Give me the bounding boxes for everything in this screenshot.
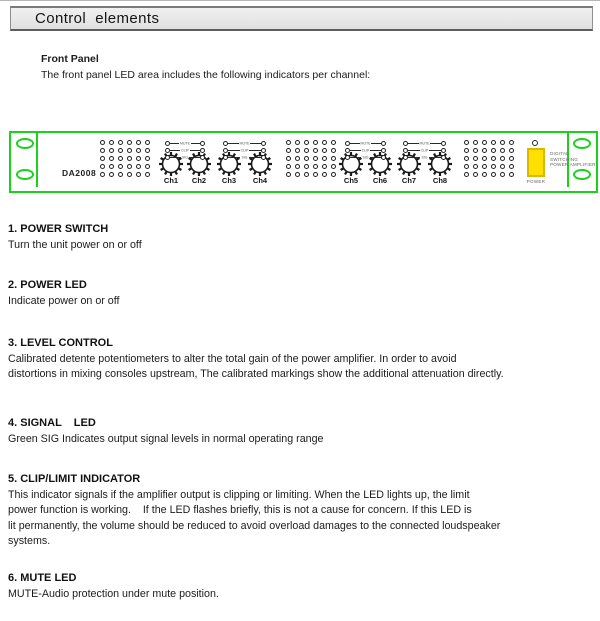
indicator-row-clip (223, 148, 266, 153)
indicator-row-sig (345, 155, 386, 160)
led-dot (313, 148, 318, 153)
led-dot (295, 164, 300, 169)
indicator-label: CLIP (361, 148, 370, 152)
section-title: 5. CLIP/LIMIT INDICATOR (8, 473, 141, 485)
led-dot (286, 148, 291, 153)
led-dot (304, 148, 309, 153)
indicator-line (191, 143, 200, 144)
indicator-line (170, 150, 180, 151)
led-dot (127, 140, 132, 145)
indicator-row-sig (403, 155, 446, 160)
indicator-line (350, 157, 361, 158)
led-dot (509, 148, 514, 153)
indicator-line (170, 157, 181, 158)
section-2 (8, 279, 596, 309)
led-dot (509, 164, 514, 169)
led-dot (482, 164, 487, 169)
led-matrix-middle (286, 140, 336, 177)
indicator-led (200, 155, 205, 160)
brand-text (550, 151, 596, 168)
led-dot (464, 148, 469, 153)
led-dot (118, 172, 123, 177)
led-dot (331, 156, 336, 161)
indicator-led (441, 141, 446, 146)
brand-line-3: POWER AMPLIFIER (550, 162, 596, 168)
indicator-label: MUTE (239, 141, 250, 145)
led-dot (473, 164, 478, 169)
section-body-line: MUTE-Audio protection under mute position. (8, 588, 219, 600)
indicator-line (370, 157, 381, 158)
led-dot (127, 172, 132, 177)
led-dot (100, 140, 105, 145)
led-dot (482, 156, 487, 161)
page-title: Control elements (35, 10, 160, 27)
front-panel-diagram (9, 131, 598, 193)
indicator-led (261, 141, 266, 146)
section-title: 4. SIGNAL LED (8, 417, 96, 429)
led-dot (322, 148, 327, 153)
led-dot (482, 148, 487, 153)
led-dot (127, 156, 132, 161)
led-dot (464, 172, 469, 177)
led-dot (500, 140, 505, 145)
led-dot (473, 140, 478, 145)
led-matrix-left (100, 140, 150, 177)
indicator-led (261, 155, 266, 160)
brand-line-1: DIGITAL (550, 151, 569, 156)
rack-hole-bottom-right (573, 169, 591, 180)
indicator-line (350, 143, 360, 144)
indicator-label: CLIP (420, 148, 429, 152)
led-dot (145, 140, 150, 145)
rack-hole-bottom-left (16, 169, 34, 180)
front-panel-description: The front panel LED area includes the following indicators per channel: (41, 69, 371, 81)
led-dot (118, 164, 123, 169)
led-dot (313, 140, 318, 145)
indicator-label: SIG (241, 155, 248, 159)
led-dot (322, 156, 327, 161)
led-dot (322, 164, 327, 169)
indicator-line (371, 143, 381, 144)
led-dot (136, 156, 141, 161)
indicator-line (350, 150, 361, 151)
section-4 (8, 417, 596, 447)
led-dot (136, 148, 141, 153)
led-dot (331, 172, 336, 177)
section-body-line: Indicate power on or off (8, 295, 120, 307)
indicator-line (228, 150, 240, 151)
led-dot (322, 140, 327, 145)
section-body-line: Green SIG Indicates output signal levels in normal operating range (8, 433, 324, 445)
indicator-row-mute (223, 141, 266, 146)
channel-label-ch8: Ch8 (432, 176, 448, 185)
led-dot (100, 156, 105, 161)
indicator-row-clip (165, 148, 205, 153)
channel-label-ch6: Ch6 (372, 176, 388, 185)
led-dot (322, 172, 327, 177)
led-dot (295, 140, 300, 145)
channel-label-ch1: Ch1 (163, 176, 179, 185)
page-top-rule (0, 0, 600, 1)
led-dot (100, 148, 105, 153)
section-body-line: Turn the unit power on or off (8, 239, 142, 251)
indicator-led (261, 148, 266, 153)
section-body-line: Calibrated detente potentiometers to alter the total gain of the power amplifier. In order to avoid (8, 353, 457, 365)
led-dot (482, 140, 487, 145)
led-dot (500, 164, 505, 169)
led-dot (295, 156, 300, 161)
led-dot (109, 156, 114, 161)
led-dot (491, 172, 496, 177)
led-dot (295, 148, 300, 153)
section-body-line: systems. (8, 535, 51, 548)
channel-label-ch7: Ch7 (401, 176, 417, 185)
led-dot (100, 172, 105, 177)
led-dot (509, 172, 514, 177)
led-dot (464, 164, 469, 169)
indicator-line (228, 143, 239, 144)
section-1 (8, 223, 596, 253)
led-dot (491, 148, 496, 153)
indicator-label: SIG (421, 155, 428, 159)
section-6 (8, 572, 596, 602)
indicator-line (429, 157, 441, 158)
indicator-line (189, 157, 200, 158)
indicator-line (249, 150, 261, 151)
section-title: 1. POWER SWITCH (8, 223, 109, 235)
led-dot (286, 156, 291, 161)
led-dot (145, 148, 150, 153)
channel-label-ch2: Ch2 (191, 176, 207, 185)
led-dot (127, 164, 132, 169)
led-dot (109, 172, 114, 177)
led-dot (473, 148, 478, 153)
led-dot (491, 156, 496, 161)
led-dot (118, 148, 123, 153)
indicator-led (381, 148, 386, 153)
led-dot (295, 172, 300, 177)
power-switch-label: POWER (526, 179, 546, 184)
indicator-line (408, 150, 420, 151)
led-dot (331, 140, 336, 145)
power-switch[interactable] (527, 148, 545, 177)
rack-hole-top-right (573, 138, 591, 149)
channel-label-ch5: Ch5 (343, 176, 359, 185)
indicator-row-clip (345, 148, 386, 153)
led-dot (464, 156, 469, 161)
led-dot (109, 164, 114, 169)
led-dot (331, 164, 336, 169)
channel-label-ch3: Ch3 (221, 176, 237, 185)
led-dot (109, 148, 114, 153)
model-label: DA2008 (62, 168, 97, 178)
led-dot (473, 172, 478, 177)
led-dot (136, 172, 141, 177)
indicator-led (200, 141, 205, 146)
indicator-led (441, 155, 446, 160)
indicator-led (200, 148, 205, 153)
indicator-led (381, 155, 386, 160)
indicator-line (430, 143, 441, 144)
indicator-line (250, 143, 261, 144)
led-dot (286, 172, 291, 177)
led-dot (509, 140, 514, 145)
led-dot (331, 148, 336, 153)
led-dot (118, 140, 123, 145)
led-dot (464, 140, 469, 145)
channel-label-ch4: Ch4 (252, 176, 268, 185)
led-dot (145, 172, 150, 177)
indicator-line (408, 143, 419, 144)
led-dot (491, 140, 496, 145)
led-dot (304, 140, 309, 145)
rack-hole-top-left (16, 138, 34, 149)
led-dot (286, 140, 291, 145)
indicator-line (408, 157, 420, 158)
indicator-led (441, 148, 446, 153)
led-dot (500, 148, 505, 153)
led-dot (109, 140, 114, 145)
section-3 (8, 337, 596, 383)
led-dot (304, 172, 309, 177)
section-title: 2. POWER LED (8, 279, 87, 291)
led-dot (136, 140, 141, 145)
section-body-line: lit permanently, the volume should be reduced to avoid overload damages to the connected loudspeaker (8, 519, 501, 532)
indicator-row-clip (403, 148, 446, 153)
led-dot (127, 148, 132, 153)
led-dot (304, 164, 309, 169)
power-led (532, 140, 538, 146)
indicator-label: CLIP (181, 148, 189, 152)
indicator-line (249, 157, 261, 158)
led-dot (313, 156, 318, 161)
led-dot (100, 164, 105, 169)
indicator-label: MUTE (360, 141, 371, 145)
section-title: 6. MUTE LED (8, 572, 77, 584)
led-dot (509, 156, 514, 161)
led-dot (136, 164, 141, 169)
led-dot (500, 172, 505, 177)
front-panel-heading: Front Panel (41, 53, 99, 65)
led-matrix-right (464, 140, 514, 177)
section-title: 3. LEVEL CONTROL (8, 337, 113, 349)
indicator-line (429, 150, 441, 151)
indicator-led (381, 141, 386, 146)
indicator-line (370, 150, 381, 151)
indicator-line (228, 157, 240, 158)
section-body-line: power function is working. If the LED flashes briefly, this is not a cause for concern. If this LED is (8, 504, 472, 517)
led-dot (118, 156, 123, 161)
indicator-row-mute (403, 141, 446, 146)
indicator-line (190, 150, 200, 151)
indicator-label: SIG (362, 155, 369, 159)
led-dot (500, 156, 505, 161)
indicator-row-mute (165, 141, 205, 146)
led-dot (313, 172, 318, 177)
indicator-row-mute (345, 141, 386, 146)
left-rack-ear-divider (36, 133, 38, 187)
section-5 (8, 473, 596, 550)
section-body-line: distortions in mixing consoles upstream, The calibrated markings show the additional attenuation directly. (8, 368, 504, 381)
indicator-label: MUTE (419, 141, 430, 145)
led-dot (145, 164, 150, 169)
indicator-row-sig (223, 155, 266, 160)
indicator-label: SIG (181, 155, 189, 159)
led-dot (482, 172, 487, 177)
brand-line-2: SWITCHING (550, 156, 579, 162)
led-dot (313, 164, 318, 169)
led-dot (304, 156, 309, 161)
led-dot (473, 156, 478, 161)
section-header-bar (10, 6, 593, 31)
indicator-label: CLIP (240, 148, 249, 152)
indicator-row-sig (165, 155, 205, 160)
led-dot (286, 164, 291, 169)
section-body-line: This indicator signals if the amplifier output is clipping or limiting. When the LED lights up, the limit (8, 489, 470, 501)
indicator-line (170, 143, 179, 144)
led-dot (145, 156, 150, 161)
indicator-label: MUTE (180, 141, 190, 145)
led-dot (491, 164, 496, 169)
